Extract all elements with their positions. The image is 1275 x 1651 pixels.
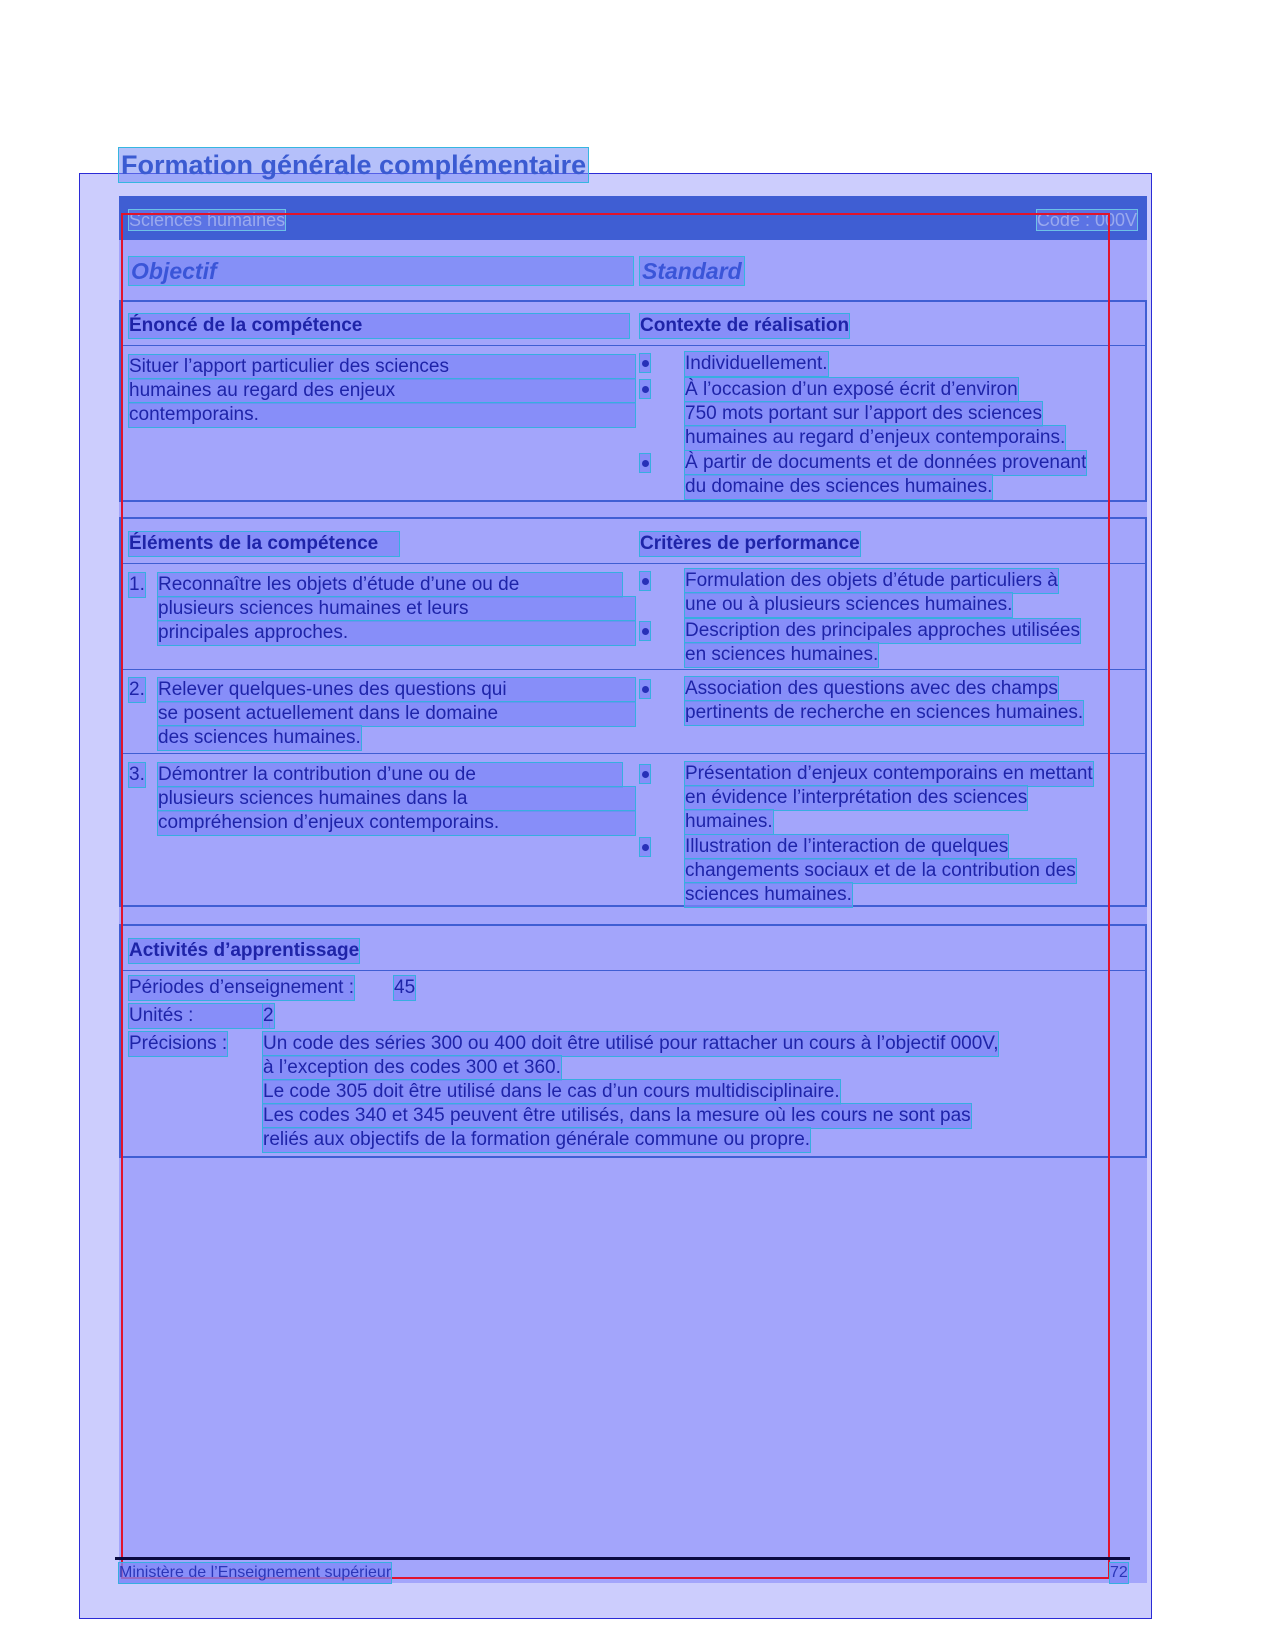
criterion-line: en évidence l’interprétation des sciences (685, 787, 1028, 808)
precisions-line: Un code des séries 300 ou 400 doit être utilisé pour rattacher un cours à l’objectif 000V, (263, 1033, 999, 1054)
footer-rule (115, 1557, 1130, 1560)
element-line: Relever quelques-unes des questions qui (158, 678, 635, 702)
bullet-icon (642, 686, 649, 693)
table-divider (121, 753, 1145, 754)
precisions-line: à l’exception des codes 300 et 360. (263, 1057, 561, 1078)
objectif-heading: Objectif (129, 257, 633, 285)
enonce-line: humaines au regard des enjeux (129, 379, 635, 403)
element-line: Reconnaître les objets d’étude d’une ou de (158, 573, 622, 597)
contexte-item: 750 mots portant sur l’apport des sciences (685, 403, 1042, 424)
criterion-line: Présentation d’enjeux contemporains en mettant (685, 763, 1093, 784)
table-divider (121, 563, 1145, 564)
criterion-line: Illustration de l’interaction de quelques (685, 836, 1009, 857)
criterion-line: pertinents de recherche en sciences humaines. (685, 702, 1084, 723)
bullet-icon (642, 360, 649, 367)
subject-header-bar (119, 196, 1147, 240)
unites-value: 2 (263, 1005, 274, 1026)
criterion-line: Description des principales approches utilisées (685, 620, 1080, 641)
periodes-value: 45 (394, 977, 416, 998)
enonce-line: contemporains. (129, 403, 635, 427)
unites-label: Unités : (129, 1004, 269, 1028)
table-divider (121, 345, 1145, 346)
enonce-line: Situer l’apport particulier des sciences (129, 355, 635, 379)
table-divider (121, 970, 1145, 971)
element-line: plusieurs sciences humaines et leurs (158, 597, 635, 621)
activites-header: Activités d’apprentissage (129, 940, 360, 961)
element-number: 2. (129, 679, 145, 700)
element-line: des sciences humaines. (158, 727, 361, 748)
contexte-item: Individuellement. (685, 353, 828, 374)
bullet-icon (642, 628, 649, 635)
bullet-icon (642, 771, 649, 778)
precisions-label: Précisions : (129, 1033, 228, 1054)
contexte-item: humaines au regard d’enjeux contemporains. (685, 427, 1066, 448)
element-line: Démontrer la contribution d’une ou de (158, 763, 622, 787)
footer-ministry: Ministère de l’Enseignement supérieur (119, 1564, 392, 1581)
criterion-line: en sciences humaines. (685, 644, 879, 665)
criterion-line: Association des questions avec des champs (685, 678, 1058, 699)
bullet-icon (642, 844, 649, 851)
precisions-line: Le code 305 doit être utilisé dans le cas d’un cours multidisciplinaire. (263, 1081, 840, 1102)
criterion-line: humaines. (685, 811, 773, 832)
element-line: plusieurs sciences humaines dans la (158, 787, 635, 811)
element-line: se posent actuellement dans le domaine (158, 702, 635, 726)
subject-label: Sciences humaines (129, 210, 286, 230)
standard-heading: Standard (642, 258, 742, 284)
enonce-header: Énoncé de la compétence (129, 314, 629, 338)
bullet-icon (642, 460, 649, 467)
page-number: 72 (1110, 1564, 1128, 1581)
document-title: Formation générale complémentaire (121, 150, 587, 180)
element-number: 1. (129, 574, 145, 595)
contexte-item: À partir de documents et de données provenant (685, 452, 1087, 473)
table-divider (121, 669, 1145, 670)
element-number: 3. (129, 764, 145, 785)
contexte-item: du domaine des sciences humaines. (685, 476, 993, 497)
criterion-line: une ou à plusieurs sciences humaines. (685, 594, 1013, 615)
criteres-header: Critères de performance (640, 533, 860, 554)
criterion-line: Formulation des objets d’étude particuliers à (685, 570, 1058, 591)
contexte-header: Contexte de réalisation (640, 315, 850, 336)
precisions-line: reliés aux objectifs de la formation générale commune ou propre. (263, 1129, 811, 1150)
subject-code: Code : 000V (1036, 210, 1137, 230)
element-line: principales approches. (158, 621, 635, 645)
precisions-line: Les codes 340 et 345 peuvent être utilisés, dans la mesure où les cours ne sont pas (263, 1105, 971, 1126)
element-line: compréhension d’enjeux contemporains. (158, 811, 635, 835)
bullet-icon (642, 578, 649, 585)
periodes-label: Périodes d’enseignement : (129, 977, 354, 998)
elements-header: Éléments de la compétence (129, 532, 399, 556)
criterion-line: sciences humaines. (685, 884, 852, 905)
criterion-line: changements sociaux et de la contribution des (685, 860, 1076, 881)
contexte-item: À l’occasion d’un exposé écrit d’environ (685, 379, 1018, 400)
bullet-icon (642, 386, 649, 393)
